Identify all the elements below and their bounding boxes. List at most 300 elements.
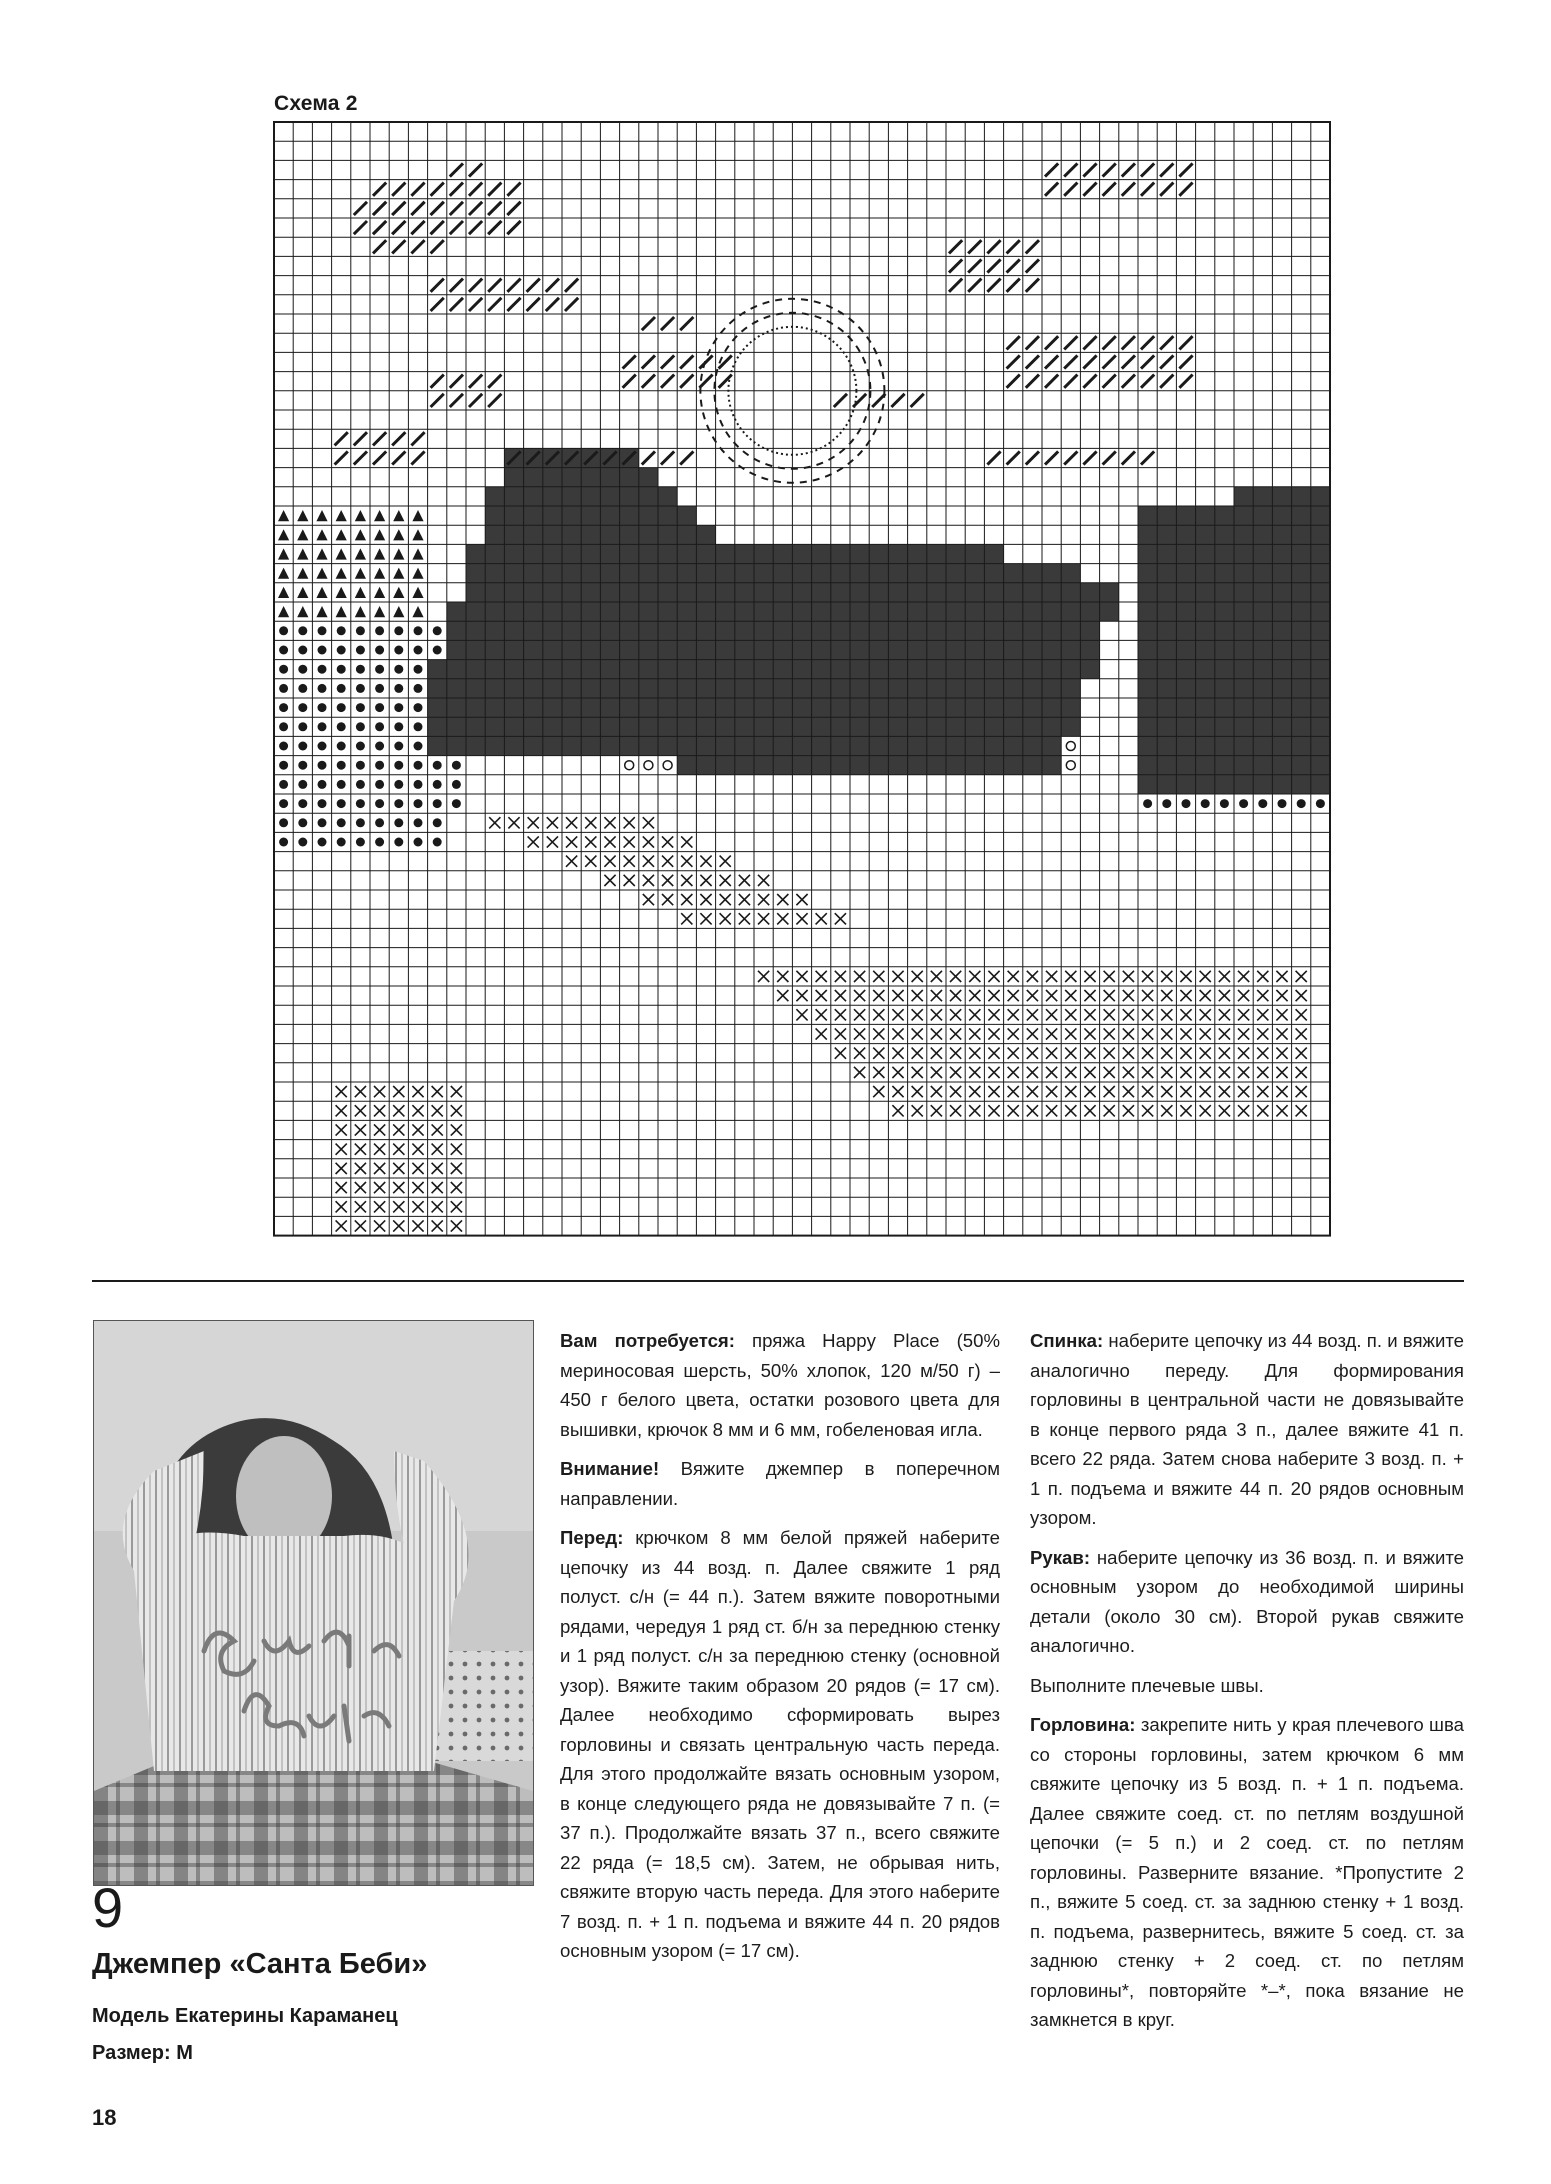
triangle-cell (374, 568, 385, 579)
fill-cell (1042, 564, 1061, 583)
diagonal-cell (1007, 336, 1020, 349)
triangle-cell (374, 606, 385, 617)
diagonal-cell (968, 240, 981, 253)
diagonal-cell (1160, 375, 1173, 388)
fill-cell (543, 506, 562, 525)
fill-cell (812, 621, 831, 640)
cross-cell (1296, 1086, 1307, 1097)
cross-cell (1238, 990, 1249, 1001)
cross-cell (336, 1144, 347, 1155)
diagonal-cell (1103, 375, 1116, 388)
fill-cell (831, 564, 850, 583)
sleeve-text: наберите цепочку из 36 возд. п. и вяжите основным узором до необходимой ширины детали (около 30 см). Второй рукав свяжите аналогично. (1030, 1546, 1464, 1656)
diagonal-cell (642, 375, 655, 388)
fill-cell (639, 487, 658, 506)
diagonal-cell (1103, 355, 1116, 368)
diagonal-cell (1064, 375, 1077, 388)
fill-cell (773, 660, 792, 679)
fill-cell (658, 506, 677, 525)
materials-text: пряжа Happy Place (50% мериносовая шерсть, 50% хлопок, 120 м/50 г) – 450 г белого цвета, остатки розового цвета для вышивки, крючок 8 мм и 6 мм, гобеленовая игла. (560, 1330, 1000, 1440)
fill-cell (466, 564, 485, 583)
fill-cell (869, 717, 888, 736)
dot-cell (337, 761, 346, 770)
dot-cell (298, 818, 307, 827)
cross-cell (816, 990, 827, 1001)
cross-cell (912, 1105, 923, 1116)
fill-cell (543, 468, 562, 487)
fill-cell (600, 602, 619, 621)
dot-cell (1201, 799, 1210, 808)
diagonal-cell (968, 259, 981, 272)
fill-cell (562, 525, 581, 544)
triangle-cell (278, 548, 289, 559)
fill-cell (658, 640, 677, 659)
dot-cell (375, 703, 384, 712)
diagonal-cell (469, 183, 482, 196)
cross-cell (681, 836, 692, 847)
fill-cell (1004, 583, 1023, 602)
cross-cell (950, 1048, 961, 1059)
dot-cell (298, 799, 307, 808)
cross-cell (336, 1086, 347, 1097)
model-photo (93, 1320, 534, 1886)
dot-cell (356, 780, 365, 789)
cross-cell (777, 894, 788, 905)
fill-cell (1234, 756, 1253, 775)
cross-cell (988, 990, 999, 1001)
cross-cell (969, 990, 980, 1001)
fill-cell (696, 660, 715, 679)
fill-cell (639, 583, 658, 602)
fill-cell (1311, 756, 1330, 775)
fill-cell (543, 487, 562, 506)
cross-cell (1142, 1067, 1153, 1078)
fill-cell (1138, 756, 1157, 775)
diagonal-cell (469, 221, 482, 234)
fill-cell (927, 698, 946, 717)
fill-cell (1311, 736, 1330, 755)
fill-cell (735, 602, 754, 621)
fill-cell (792, 602, 811, 621)
diagonal-cell (949, 240, 962, 253)
cross-cell (1219, 1086, 1230, 1097)
fill-cell (946, 736, 965, 755)
fill-cell (1023, 583, 1042, 602)
fill-cell (524, 525, 543, 544)
cross-cell (393, 1201, 404, 1212)
fill-cell (677, 698, 696, 717)
fill-cell (1272, 640, 1291, 659)
fill-cell (1253, 544, 1272, 563)
cross-cell (1065, 971, 1076, 982)
cross-cell (796, 894, 807, 905)
fill-cell (1080, 640, 1099, 659)
fill-cell (984, 602, 1003, 621)
fill-cell (1176, 621, 1195, 640)
dot-cell (433, 761, 442, 770)
fill-cell (658, 564, 677, 583)
fill-cell (965, 736, 984, 755)
dot-cell (375, 818, 384, 827)
dot-cell (433, 799, 442, 808)
cross-cell (912, 1067, 923, 1078)
fill-cell (1061, 583, 1080, 602)
fill-cell (447, 679, 466, 698)
fill-cell (1042, 717, 1061, 736)
neckline-text: закрепите нить у края плечевого шва со стороны горловины, затем крючком 6 мм свяжите цепочку из 5 возд. п. + 1 п. подъема. Далее свяжите соед. ст. по петлям воздушной цепочки (= 5 п.) и 2 соед. ст. по петлям горловины. Разверните вязание. *Пропустите 2 п., вяжите 5 соед. ст. за заднюю стенку + 1 возд. п. подъема, развернитесь, вяжите 5 соед. ст. за заднюю стенку + 2 соед. ст. по петлям горловины*, повторяйте *–*, пока вязание не замкнется в круг. (1030, 1714, 1464, 2030)
diagonal-cell (680, 451, 693, 464)
cross-cell (1065, 1048, 1076, 1059)
fill-cell (716, 736, 735, 755)
triangle-cell (278, 587, 289, 598)
fill-cell (677, 506, 696, 525)
diagonal-cell (392, 183, 405, 196)
dot-cell (356, 742, 365, 751)
cross-cell (1296, 1028, 1307, 1039)
fill-cell (1157, 679, 1176, 698)
triangle-cell (374, 587, 385, 598)
diagonal-cell (488, 202, 501, 215)
dot-cell (356, 626, 365, 635)
cross-cell (1296, 1009, 1307, 1020)
fill-cell (485, 736, 504, 755)
triangle-cell (355, 510, 366, 521)
circle-cell (1066, 761, 1075, 770)
fill-cell (1272, 679, 1291, 698)
fill-cell (1253, 487, 1272, 506)
pattern-title: Джемпер «Санта Беби» (92, 1948, 428, 1980)
front-label: Перед: (560, 1527, 624, 1548)
fill-cell (1234, 679, 1253, 698)
diagonal-cell (642, 451, 655, 464)
cross-cell (624, 817, 635, 828)
fill-cell (888, 544, 907, 563)
triangle-cell (316, 568, 327, 579)
cross-cell (1180, 1009, 1191, 1020)
fill-cell (1138, 679, 1157, 698)
cross-cell (969, 971, 980, 982)
circle-cell (644, 761, 653, 770)
fill-cell (946, 564, 965, 583)
cross-cell (681, 894, 692, 905)
dot-cell (298, 742, 307, 751)
cross-cell (393, 1163, 404, 1174)
cross-cell (1142, 1028, 1153, 1039)
diagonal-cell (565, 279, 578, 292)
fill-cell (1272, 775, 1291, 794)
cross-cell (796, 971, 807, 982)
fill-cell (696, 640, 715, 659)
fill-cell (620, 506, 639, 525)
cross-cell (528, 817, 539, 828)
fill-cell (1215, 679, 1234, 698)
fill-cell (447, 660, 466, 679)
dot-cell (394, 799, 403, 808)
fill-cell (888, 756, 907, 775)
fill-cell (1196, 583, 1215, 602)
fill-cell (1215, 525, 1234, 544)
fill-cell (792, 544, 811, 563)
fill-cell (754, 564, 773, 583)
fill-cell (1215, 564, 1234, 583)
diagonal-cell (1103, 451, 1116, 464)
cross-cell (1257, 990, 1268, 1001)
cross-cell (662, 836, 673, 847)
dot-cell (337, 799, 346, 808)
cross-cell (950, 990, 961, 1001)
cross-cell (912, 971, 923, 982)
diagonal-cell (1122, 183, 1135, 196)
fill-cell (600, 736, 619, 755)
fill-cell (639, 717, 658, 736)
cross-cell (624, 856, 635, 867)
fill-cell (1311, 775, 1330, 794)
fill-cell (1234, 525, 1253, 544)
fill-cell (1196, 736, 1215, 755)
shoulders-paragraph: Выполните плечевые швы. (1030, 1674, 1264, 1696)
fill-cell (543, 525, 562, 544)
dot-cell (1220, 799, 1229, 808)
fill-cell (639, 640, 658, 659)
fill-cell (946, 679, 965, 698)
fill-cell (1253, 660, 1272, 679)
fill-cell (562, 468, 581, 487)
cross-cell (854, 1009, 865, 1020)
fill-cell (1234, 487, 1253, 506)
cross-cell (1180, 1105, 1191, 1116)
cross-cell (1257, 971, 1268, 982)
cross-cell (643, 817, 654, 828)
fill-cell (1176, 679, 1195, 698)
cross-cell (1200, 1009, 1211, 1020)
cross-cell (720, 875, 731, 886)
fill-cell (1023, 621, 1042, 640)
fill-cell (562, 698, 581, 717)
fill-cell (1292, 583, 1311, 602)
fill-cell (1292, 775, 1311, 794)
fill-cell (1196, 544, 1215, 563)
fill-cell (600, 506, 619, 525)
fill-cell (1196, 525, 1215, 544)
fill-cell (600, 468, 619, 487)
fill-cell (1196, 679, 1215, 698)
cross-cell (835, 1028, 846, 1039)
fill-cell (831, 679, 850, 698)
fill-cell (1311, 621, 1330, 640)
fill-cell (1176, 698, 1195, 717)
cross-cell (1257, 1105, 1268, 1116)
cross-cell (988, 1067, 999, 1078)
fill-cell (620, 660, 639, 679)
triangle-cell (297, 529, 308, 540)
fill-cell (677, 640, 696, 659)
fill-cell (1138, 602, 1157, 621)
fill-cell (1272, 525, 1291, 544)
fill-cell (1311, 602, 1330, 621)
diagonal-cell (431, 279, 444, 292)
cross-cell (451, 1201, 462, 1212)
fill-cell (524, 698, 543, 717)
dot-cell (279, 626, 288, 635)
dot-cell (394, 665, 403, 674)
diagonal-cell (1007, 279, 1020, 292)
cross-cell (412, 1201, 423, 1212)
fill-cell (965, 583, 984, 602)
diagonal-cell (335, 432, 348, 445)
dot-cell (433, 818, 442, 827)
cross-cell (758, 875, 769, 886)
fill-cell (620, 525, 639, 544)
fill-cell (773, 717, 792, 736)
dot-cell (414, 818, 423, 827)
fill-cell (1292, 698, 1311, 717)
fill-cell (792, 640, 811, 659)
cross-cell (873, 971, 884, 982)
cross-cell (720, 913, 731, 924)
triangle-cell (336, 548, 347, 559)
fill-cell (773, 602, 792, 621)
fill-cell (908, 679, 927, 698)
fill-cell (620, 468, 639, 487)
cross-cell (777, 913, 788, 924)
fill-cell (1215, 544, 1234, 563)
cross-cell (854, 971, 865, 982)
fill-cell (1157, 736, 1176, 755)
fill-cell (812, 679, 831, 698)
cross-cell (585, 836, 596, 847)
fill-cell (1004, 698, 1023, 717)
dot-cell (318, 838, 327, 847)
dot-cell (414, 799, 423, 808)
cross-cell (931, 1048, 942, 1059)
fill-cell (428, 717, 447, 736)
diagonal-cell (1007, 355, 1020, 368)
fill-cell (1004, 564, 1023, 583)
fill-cell (773, 544, 792, 563)
fill-cell (1311, 660, 1330, 679)
fill-cell (850, 564, 869, 583)
dot-cell (318, 665, 327, 674)
fill-cell (1023, 564, 1042, 583)
cross-cell (528, 836, 539, 847)
fill-cell (1157, 621, 1176, 640)
cross-cell (700, 875, 711, 886)
fill-cell (965, 621, 984, 640)
fill-cell (1215, 660, 1234, 679)
fill-cell (504, 698, 523, 717)
fill-cell (831, 736, 850, 755)
cross-cell (758, 894, 769, 905)
cross-cell (892, 1105, 903, 1116)
fill-cell (1234, 544, 1253, 563)
fill-cell (927, 602, 946, 621)
fill-cell (716, 717, 735, 736)
cross-cell (969, 1067, 980, 1078)
diagonal-cell (431, 394, 444, 407)
diagonal-cell (1045, 451, 1058, 464)
triangle-cell (412, 587, 423, 598)
front-text: крючком 8 мм белой пряжей наберите цепочку из 44 возд. п. Далее свяжите 1 ряд полуст. с/н (= 44 п.). Затем вяжите поворотными рядами, чередуя 1 ряд ст. б/н за переднюю стенку и 1 ряд полуст. с/н за переднюю стенку (основной узор). Вяжите таким образом 20 рядов (= 17 см). Далее необходимо сформировать вырез горловины и связать центральную часть переда. Для этого продолжайте вязать основным узором, в конце следующего ряда не довязывайте 7 п. (= 37 п.). Продолжайте вязать 37 п., всего свяжите 22 ряда (= 18,5 см). Затем, не обрывая нить, свяжите вторую часть переда. Для этого наберите 7 возд. п. + 1 п. подъема и вяжите 44 п. 20 рядов основным узором (= 17 см). (560, 1527, 1000, 1961)
fill-cell (869, 621, 888, 640)
fill-cell (581, 698, 600, 717)
fill-cell (927, 583, 946, 602)
fill-cell (562, 602, 581, 621)
fill-cell (1157, 506, 1176, 525)
fill-cell (620, 736, 639, 755)
fill-cell (1138, 583, 1157, 602)
fill-cell (581, 621, 600, 640)
fill-cell (581, 602, 600, 621)
cross-cell (662, 875, 673, 886)
fill-cell (524, 621, 543, 640)
diagonal-cell (507, 202, 520, 215)
fill-cell (850, 621, 869, 640)
fill-cell (1215, 736, 1234, 755)
cross-cell (931, 990, 942, 1001)
dot-cell (337, 742, 346, 751)
fill-cell (1004, 621, 1023, 640)
fill-cell (754, 602, 773, 621)
dot-cell (414, 703, 423, 712)
cross-cell (1104, 1009, 1115, 1020)
fill-cell (792, 698, 811, 717)
fill-cell (1157, 698, 1176, 717)
cross-cell (1161, 1105, 1172, 1116)
fill-cell (466, 660, 485, 679)
cross-cell (892, 1067, 903, 1078)
fill-cell (562, 717, 581, 736)
fill-cell (908, 544, 927, 563)
cross-cell (950, 971, 961, 982)
diagonal-cell (373, 202, 386, 215)
triangle-cell (297, 510, 308, 521)
dot-cell (318, 818, 327, 827)
cross-cell (912, 1009, 923, 1020)
fill-cell (1215, 717, 1234, 736)
cross-cell (604, 817, 615, 828)
fill-cell (677, 583, 696, 602)
dot-cell (414, 665, 423, 674)
cross-cell (355, 1182, 366, 1193)
cross-cell (1257, 1048, 1268, 1059)
diagonal-cell (1083, 183, 1096, 196)
designer-credit: Модель Екатерины Караманец (92, 2005, 398, 2027)
cross-cell (643, 894, 654, 905)
fill-cell (927, 679, 946, 698)
dot-cell (318, 703, 327, 712)
fill-cell (1042, 698, 1061, 717)
cross-cell (700, 894, 711, 905)
fill-cell (1196, 698, 1215, 717)
cross-cell (1123, 1086, 1134, 1097)
diagonal-cell (411, 202, 424, 215)
cross-cell (1008, 1067, 1019, 1078)
diagonal-cell (450, 375, 463, 388)
fill-cell (1042, 602, 1061, 621)
fill-cell (620, 679, 639, 698)
cross-cell (739, 913, 750, 924)
fill-cell (485, 583, 504, 602)
dot-cell (279, 780, 288, 789)
diagonal-cell (987, 279, 1000, 292)
fill-cell (1061, 698, 1080, 717)
dot-cell (356, 799, 365, 808)
fill-cell (965, 698, 984, 717)
fill-cell (1042, 679, 1061, 698)
cross-cell (451, 1105, 462, 1116)
cross-cell (873, 1067, 884, 1078)
dot-cell (1182, 799, 1191, 808)
